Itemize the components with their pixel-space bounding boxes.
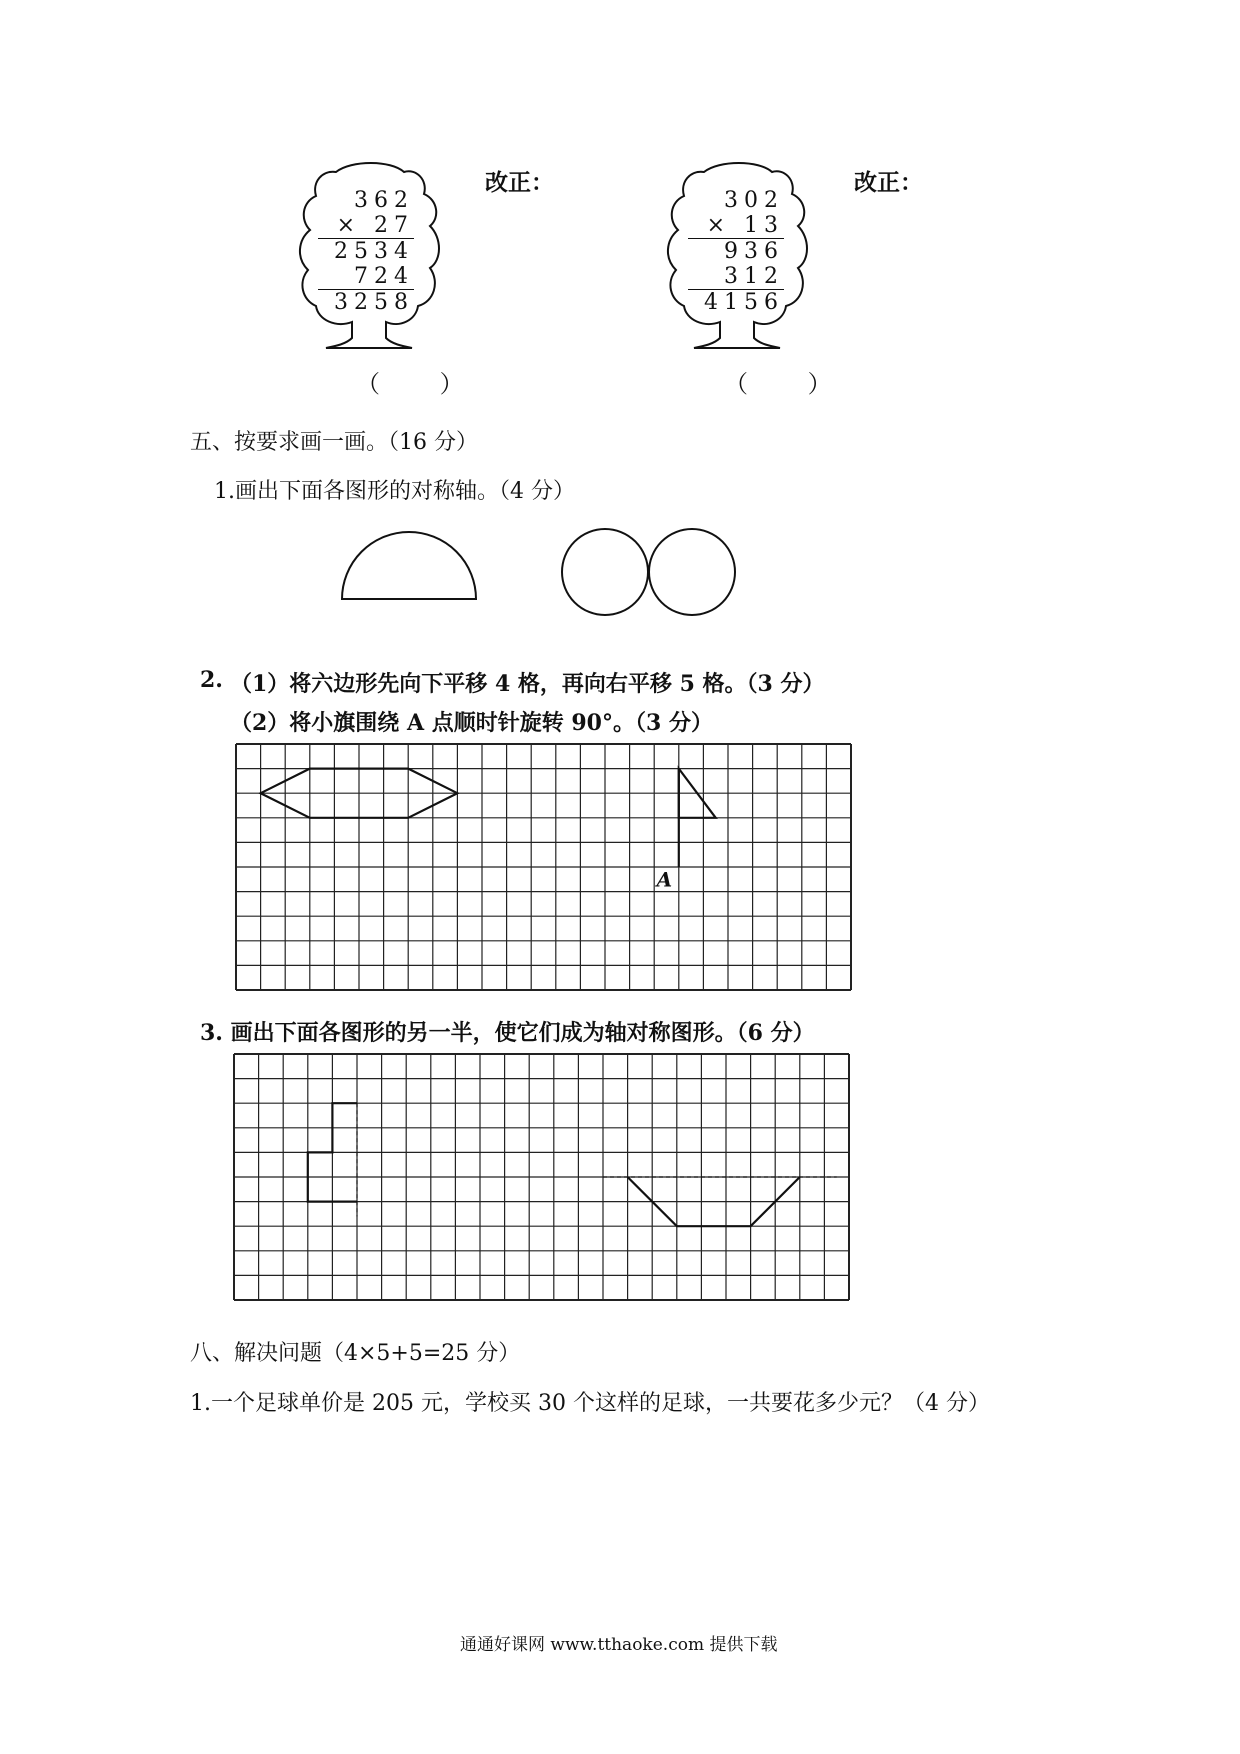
translation-rotation-grid[interactable]: [234, 742, 856, 1002]
section-5-question-1: 1.画出下面各图形的对称轴。（4 分）: [214, 479, 575, 504]
point-a-label: A: [656, 867, 673, 892]
section-5-question-2a: （1）将六边形先向下平移 4 格，再向右平移 5 格。（3 分）: [230, 671, 825, 697]
multiplier: × 13: [706, 213, 784, 238]
section-5-question-2-number: 2.: [200, 667, 223, 693]
section-5-title: 五、按要求画一画。（16 分）: [190, 430, 478, 455]
section-8-question-1: 1.一个足球单价是 205 元，学校买 30 个这样的足球，一共要花多少元？（4 分）: [190, 1391, 990, 1416]
product-result: 4156: [688, 289, 784, 315]
multiplicand: 302: [724, 188, 784, 213]
partial-product-2: 312: [724, 264, 784, 289]
correction-label-2: 改正：: [854, 169, 923, 196]
section-5-question-2b: （2）将小旗围绕 A 点顺时针旋转 90°。（3 分）: [230, 710, 713, 736]
multiplier: × 27: [336, 213, 414, 238]
partial-product-2: 724: [354, 264, 414, 289]
product-result: 3258: [318, 289, 414, 315]
symmetry-completion-grid[interactable]: [232, 1052, 854, 1308]
page-footer: 通通好课网 www.tthaoke.com 提供下载: [460, 1635, 778, 1655]
circle-left-shape: [562, 529, 648, 615]
section-5-question-3: 3. 画出下面各图形的另一半，使它们成为轴对称图形。（6 分）: [200, 1020, 815, 1046]
symmetry-shapes: [330, 525, 750, 625]
judge-blank-1[interactable]: （ ）: [356, 370, 490, 398]
multiplicand: 362: [354, 188, 414, 213]
judge-blank-2[interactable]: （ ）: [724, 370, 858, 398]
vertical-multiplication: [688, 188, 784, 315]
section-8-title: 八、解决问题（4×5+5=25 分）: [190, 1341, 521, 1366]
partial-product-1: 2534: [318, 238, 414, 264]
semicircle-shape: [342, 532, 476, 599]
partial-product-1: 936: [688, 238, 784, 264]
circle-right-shape: [649, 529, 735, 615]
vertical-multiplication: [318, 188, 414, 315]
correction-label-1: 改正：: [485, 169, 554, 196]
